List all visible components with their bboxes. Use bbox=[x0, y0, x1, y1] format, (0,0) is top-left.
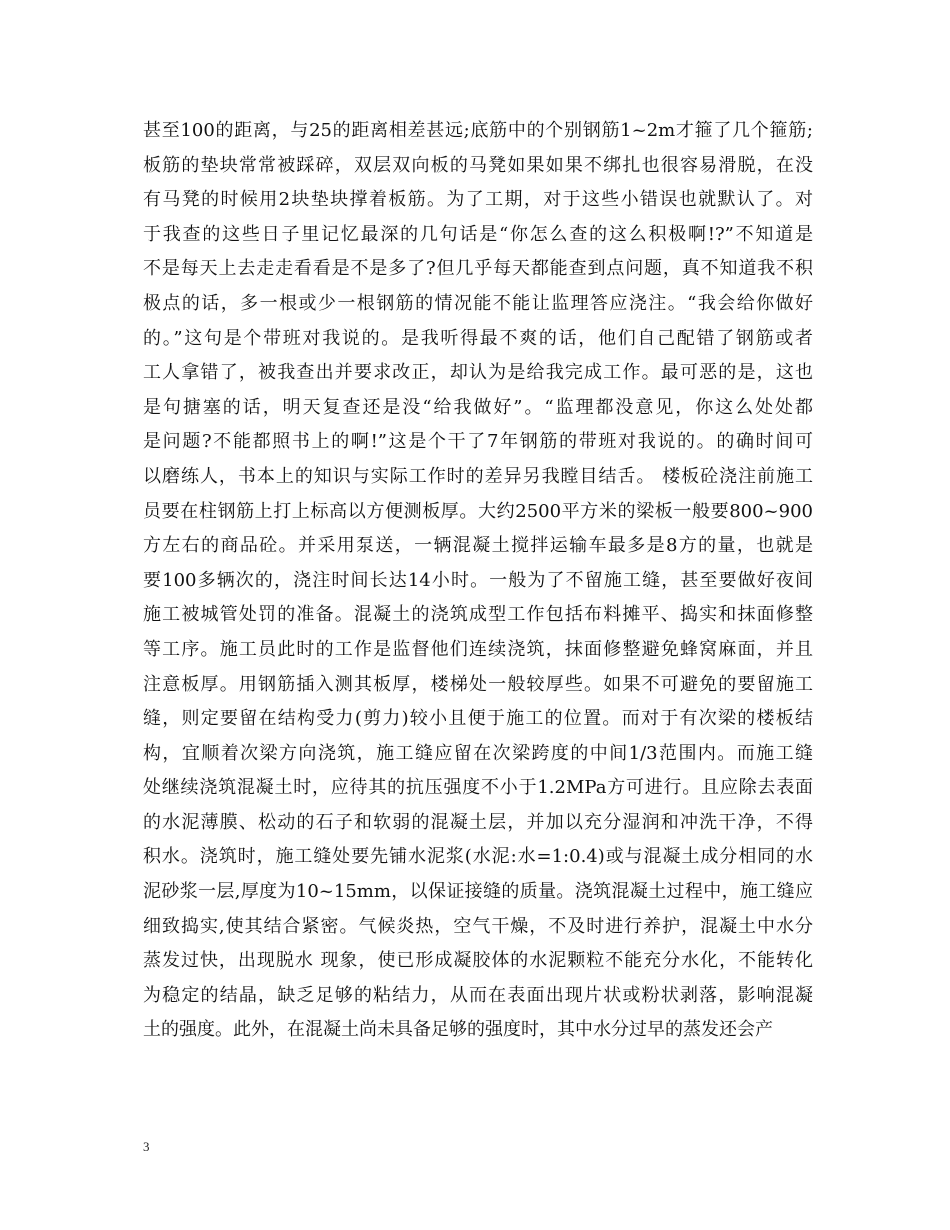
text-line: 员要在柱钢筋上打上标高以方便测板厚。大约2500平方米的梁板一般要800~900 bbox=[143, 500, 813, 522]
text-line: 要100多辆次的，浇注时间长达14小时。一般为了不留施工缝，甚至要做好夜间 bbox=[143, 569, 813, 591]
text-line: 是问题?不能都照书上的啊!”这是个干了7年钢筋的带班对我说的。的确时间可 bbox=[143, 431, 813, 453]
text-line: 泥砂浆一层,厚度为10~15mm，以保证接缝的质量。浇筑混凝土过程中，施工缝应 bbox=[143, 881, 813, 903]
text-line: 积水。浇筑时，施工缝处要先铺水泥浆(水泥:水=1:0.4)或与混凝土成分相同的水 bbox=[143, 846, 813, 868]
text-line: 方左右的商品砼。并采用泵送，一辆混凝土搅拌运输车最多是8方的量，也就是 bbox=[143, 535, 813, 557]
text-line: 等工序。施工员此时的工作是监督他们连续浇筑，抹面修整避免蜂窝麻面，并且 bbox=[143, 638, 813, 660]
text-line: 甚至100的距离，与25的距离相差甚远;底筋中的个别钢筋1~2m才箍了几个箍筋; bbox=[143, 120, 813, 141]
body-paragraph bbox=[143, 114, 813, 1048]
text-line: 的。”这句是个带班对我说的。是我听得最不爽的话，他们自己配错了钢筋或者 bbox=[143, 327, 813, 349]
text-line: 缝，则定要留在结构受力(剪力)较小且便于施工的位置。而对于有次梁的楼板结 bbox=[143, 708, 813, 730]
page-number: 3 bbox=[143, 1139, 150, 1154]
text-line: 工人拿错了，被我查出并要求改正，却认为是给我完成工作。最可恶的是，这也 bbox=[143, 362, 813, 384]
text-line: 以磨练人，书本上的知识与实际工作时的差异另我瞠目结舌。 楼板砼浇注前施工 bbox=[143, 465, 813, 487]
text-line: 为稳定的结晶，缺乏足够的粘结力，从而在表面出现片状或粉状剥落，影响混凝 bbox=[143, 984, 813, 1006]
text-line: 的水泥薄膜、松动的石子和软弱的混凝土层，并加以充分湿润和冲洗干净，不得 bbox=[143, 811, 813, 833]
text-line: 蒸发过快，出现脱水 现象，使已形成凝胶体的水泥颗粒不能充分水化，不能转化 bbox=[143, 950, 813, 972]
text-line: 构，宜顺着次梁方向浇筑，施工缝应留在次梁跨度的中间1/3范围内。而施工缝 bbox=[143, 742, 813, 764]
text-line: 注意板厚。用钢筋插入测其板厚，楼梯处一般较厚些。如果不可避免的要留施工 bbox=[143, 673, 813, 695]
text-line: 土的强度。此外，在混凝土尚未具备足够的强度时，其中水分过早的蒸发还会产 bbox=[143, 1019, 773, 1041]
text-line: 施工被城管处罚的准备。混凝土的浇筑成型工作包括布料摊平、捣实和抹面修整 bbox=[143, 604, 813, 626]
text-line: 有马凳的时候用2块垫块撑着板筋。为了工期，对于这些小错误也就默认了。对 bbox=[143, 189, 813, 211]
text-line: 板筋的垫块常常被踩碎，双层双向板的马凳如果如果不绑扎也很容易滑脱，在没 bbox=[143, 154, 813, 176]
text-line: 于我查的这些日子里记忆最深的几句话是“你怎么查的这么积极啊!?”不知道是 bbox=[143, 223, 813, 245]
text-line: 细致捣实,使其结合紧密。气候炎热，空气干燥，不及时进行养护，混凝土中水分 bbox=[143, 915, 813, 937]
text-line: 是句搪塞的话，明天复查还是没“给我做好”。“监理都没意见，你这么处处都 bbox=[143, 396, 813, 418]
text-line: 极点的话，多一根或少一根钢筋的情况能不能让监理答应浇注。“我会给你做好 bbox=[143, 292, 813, 314]
text-line: 处继续浇筑混凝土时，应待其的抗压强度不小于1.2MPa方可进行。且应除去表面 bbox=[143, 777, 813, 799]
text-line: 不是每天上去走走看看是不是多了?但几乎每天都能查到点问题，真不知道我不积 bbox=[143, 258, 813, 280]
